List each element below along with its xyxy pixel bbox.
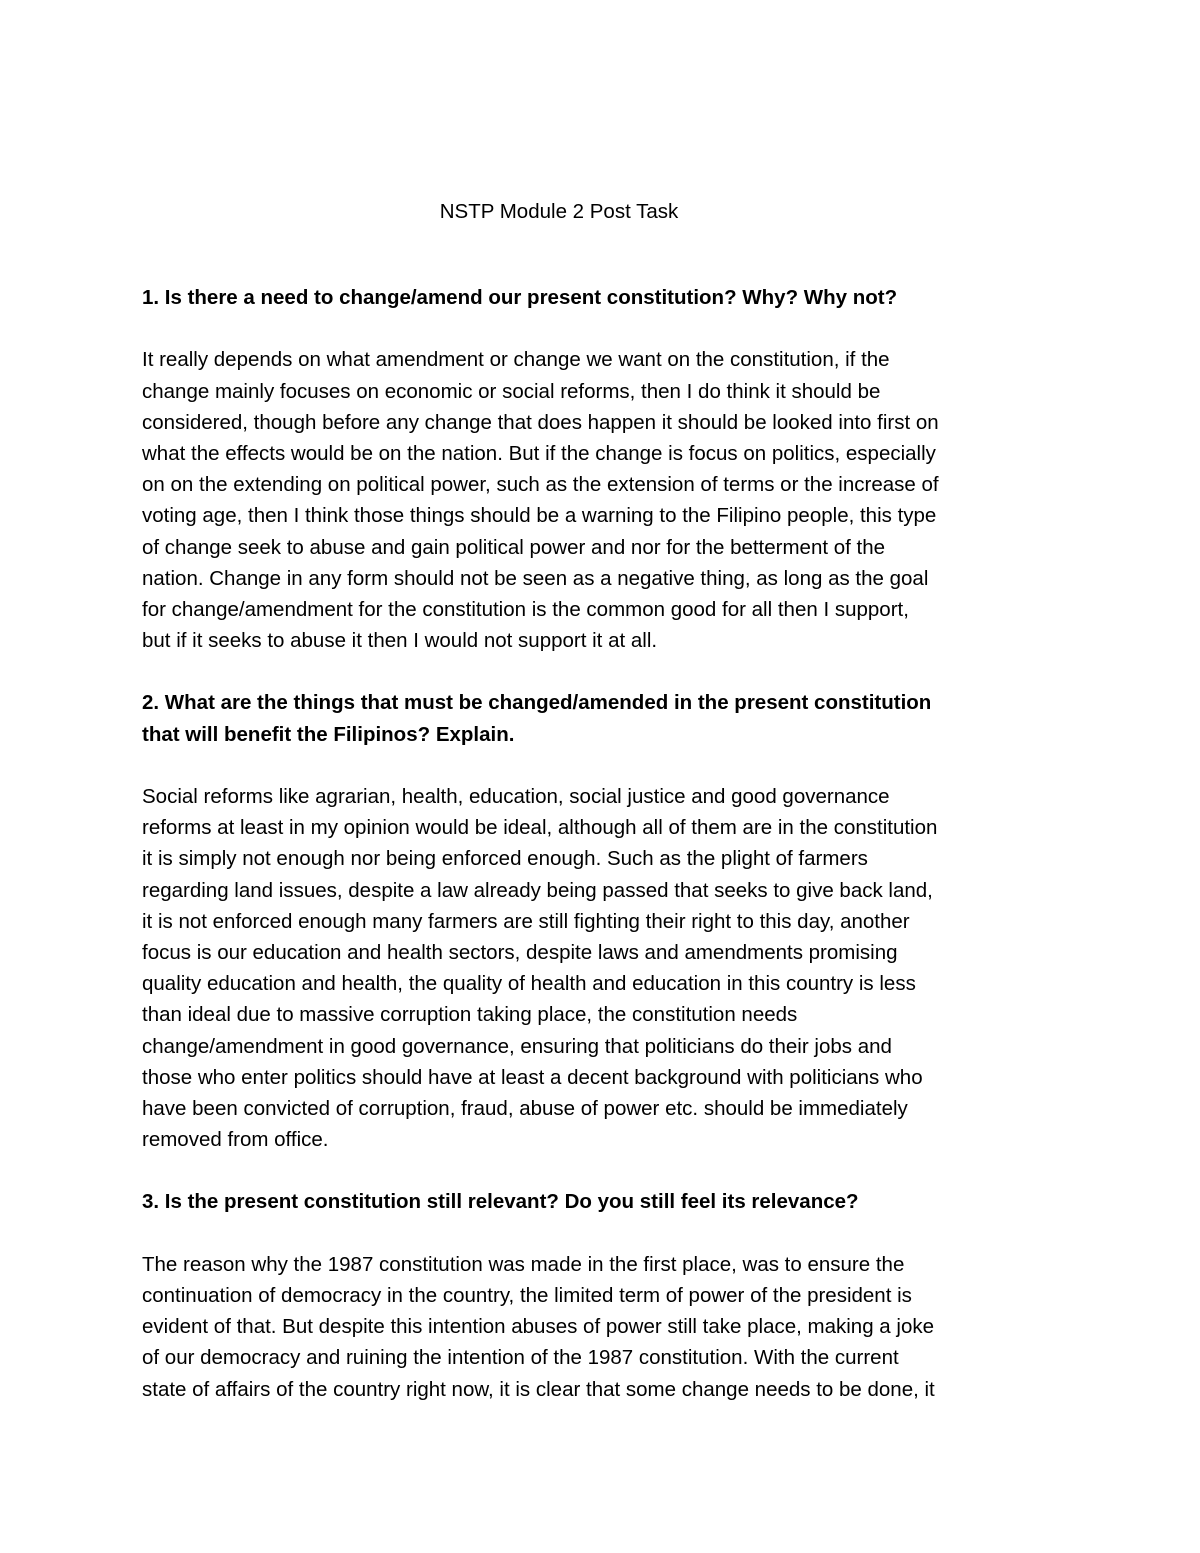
question-2 [142,687,1082,749]
answer-line: nation. Change in any form should not be seen as a negative thing, as long as the goal [142,566,929,590]
answer-line: Social reforms like agrarian, health, education, social justice and good governance [142,785,890,808]
answer-line: reforms at least in my opinion would be ideal, although all of them are in the constitution [142,816,938,840]
question-1 [142,282,1082,313]
answer-line: it is not enforced enough many farmers are still fighting their right to this day, another [142,909,910,933]
answer-line: for change/amendment for the constitution is the common good for all then I support, [142,597,909,621]
section-3 [142,1186,1082,1404]
answer-line: focus is our education and health sectors, despite laws and amendments promising [142,940,898,964]
answer-line: continuation of democracy in the country, the limited term of power of the president is [142,1284,912,1307]
answer-line: state of affairs of the country right now, it is clear that some change needs to be done, it [142,1377,935,1401]
answer-line: what the effects would be on the nation. But if the change is focus on politics, especially [142,441,936,465]
question-3 [142,1186,1082,1217]
question-line: that will benefit the Filipinos? Explain. [142,722,515,746]
answer-2 [142,781,1082,1155]
answer-1 [142,344,1082,656]
answer-line: quality education and health, the quality of health and education in this country is less [142,972,916,996]
answer-line: it is simply not enough nor being enforced enough. Such as the plight of farmers [142,847,868,871]
question-line: 2. What are the things that must be changed/amended in the present constitution [142,691,932,715]
answer-line: change mainly focuses on economic or social reforms, then I do think it should be [142,379,881,403]
answer-3 [142,1249,1082,1405]
document-body [142,282,1082,1405]
answer-line: regarding land issues, despite a law already being passed that seeks to give back land, [142,878,933,902]
question-line: 1. Is there a need to change/amend our present constitution? Why? Why not? [142,286,898,309]
question-line: 3. Is the present constitution still relevant? Do you still feel its relevance? [142,1190,859,1214]
answer-line: than ideal due to massive corruption taking place, the constitution needs [142,1003,798,1027]
answer-line: removed from office. [142,1128,329,1152]
answer-line: change/amendment in good governance, ensuring that politicians do their jobs and [142,1034,892,1058]
answer-line: but if it seeks to abuse it then I would not support it at all. [142,629,658,653]
section-1 [142,282,1082,656]
document-title: NSTP Module 2 Post Task [439,200,679,223]
answer-line: have been convicted of corruption, fraud, abuse of power etc. should be immediately [142,1096,908,1120]
answer-line: those who enter politics should have at least a decent background with politicians who [142,1065,923,1089]
answer-line: evident of that. But despite this intention abuses of power still take place, making a joke [142,1315,934,1339]
section-2 [142,687,1082,1155]
answer-line: considered, though before any change that does happen it should be looked into first on [142,410,939,434]
answer-line: The reason why the 1987 constitution was made in the first place, was to ensure the [142,1252,905,1276]
answer-line: voting age, then I think those things should be a warning to the Filipino people, this type [142,504,937,528]
answer-line: of change seek to abuse and gain political power and nor for the betterment of the [142,535,886,559]
answer-line: of our democracy and ruining the intention of the 1987 constitution. With the current [142,1346,899,1370]
answer-line: on on the extending on political power, such as the extension of terms or the increase of [142,473,939,497]
answer-line: It really depends on what amendment or change we want on the constitution, if the [142,348,890,372]
